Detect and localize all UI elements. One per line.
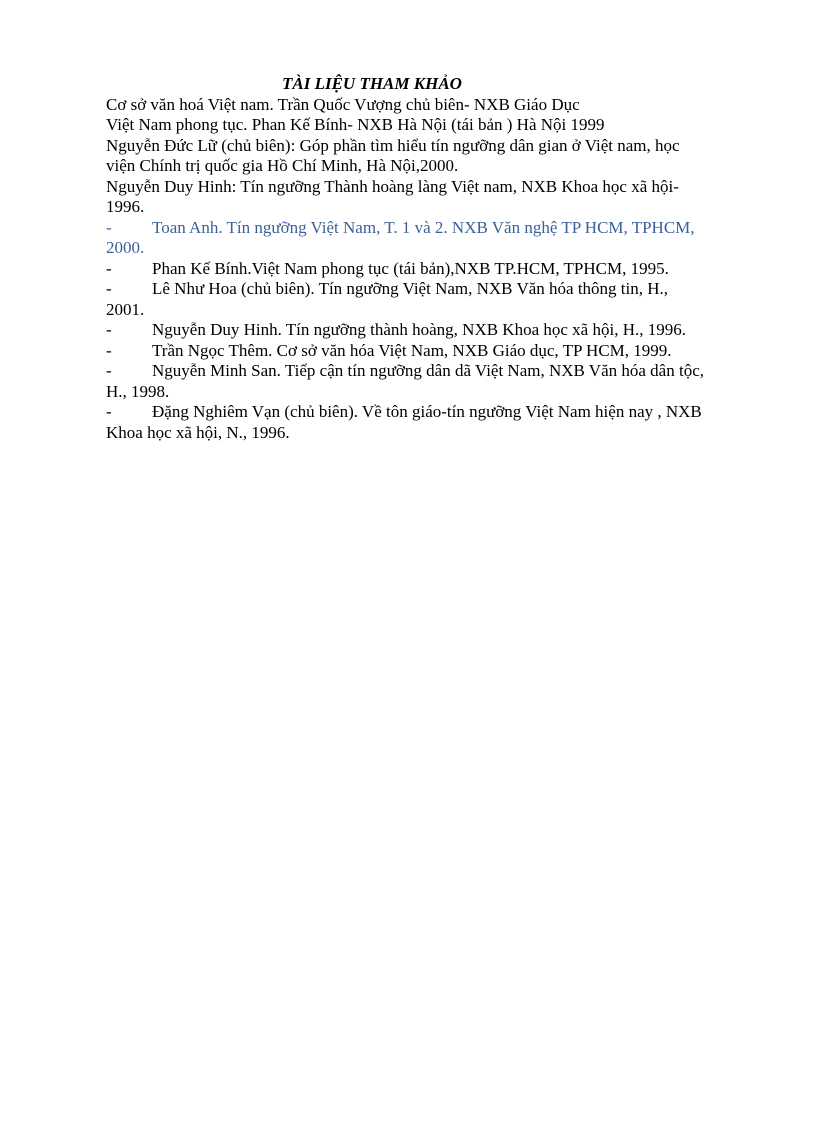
bullet-dash: -	[106, 402, 112, 421]
document-page	[106, 74, 710, 443]
page-title: TÀI LIỆU THAM KHẢO	[282, 74, 462, 93]
bullet-text: Phan Kế Bính.Việt Nam phong tục (tái bản),NXB TP.HCM, TPHCM, 1995.	[152, 258, 669, 278]
reference-entry-3: Nguyễn Đức Lữ (chủ biên): Góp phần tìm hiểu tín ngưỡng dân gian ở Việt nam, học viện Chính trị quốc gia Hồ Chí Minh, Hà Nội,2000.	[106, 135, 680, 175]
bullet-dash: -	[106, 279, 112, 298]
bullet-dash: -	[106, 320, 112, 339]
bullet-text: Nguyễn Duy Hinh. Tín ngưỡng thành hoàng, NXB Khoa học xã hội, H., 1996.	[152, 320, 686, 339]
bullet-dash: -	[106, 258, 112, 278]
bullet-dash: -	[106, 217, 112, 237]
bullet-text: Trần Ngọc Thêm. Cơ sở văn hóa Việt Nam, NXB Giáo dục, TP HCM, 1999.	[152, 340, 672, 360]
bullet-reference-3	[106, 279, 710, 320]
bullet-dash: -	[106, 361, 112, 380]
reference-entry-4: Nguyễn Duy Hinh: Tín ngưỡng Thành hoàng làng Việt nam, NXB Khoa học xã hội-1996.	[106, 176, 679, 216]
bullet-text: Toan Anh. Tín ngưỡng Việt Nam, T. 1 và 2. NXB Văn nghệ TP HCM, TPHCM, 2000.	[106, 217, 695, 257]
bullet-dash: -	[106, 340, 112, 360]
reference-entry-1: Cơ sở văn hoá Việt nam. Trần Quốc Vượng chủ biên- NXB Giáo Dục	[106, 94, 580, 114]
bullet-reference-5	[106, 341, 710, 362]
bullet-reference-4	[106, 320, 710, 341]
bullet-reference-7	[106, 402, 710, 443]
bullet-reference-1	[106, 218, 710, 259]
bullet-text: Lê Như Hoa (chủ biên). Tín ngưỡng Việt Nam, NXB Văn hóa thông tin, H., 2001.	[106, 279, 669, 319]
bullet-text: Đặng Nghiêm Vạn (chủ biên). Về tôn giáo-tín ngưỡng Việt Nam hiện nay , NXB Khoa học xã hội, N., 1996.	[106, 402, 702, 442]
bullet-reference-2	[106, 259, 710, 280]
reference-entry-2: Việt Nam phong tục. Phan Kế Bính- NXB Hà Nội (tái bản ) Hà Nội 1999	[106, 115, 605, 134]
bullet-text: Nguyễn Minh San. Tiếp cận tín ngưỡng dân dã Việt Nam, NXB Văn hóa dân tộc, H., 1998.	[106, 361, 704, 401]
bullet-reference-6	[106, 361, 710, 402]
